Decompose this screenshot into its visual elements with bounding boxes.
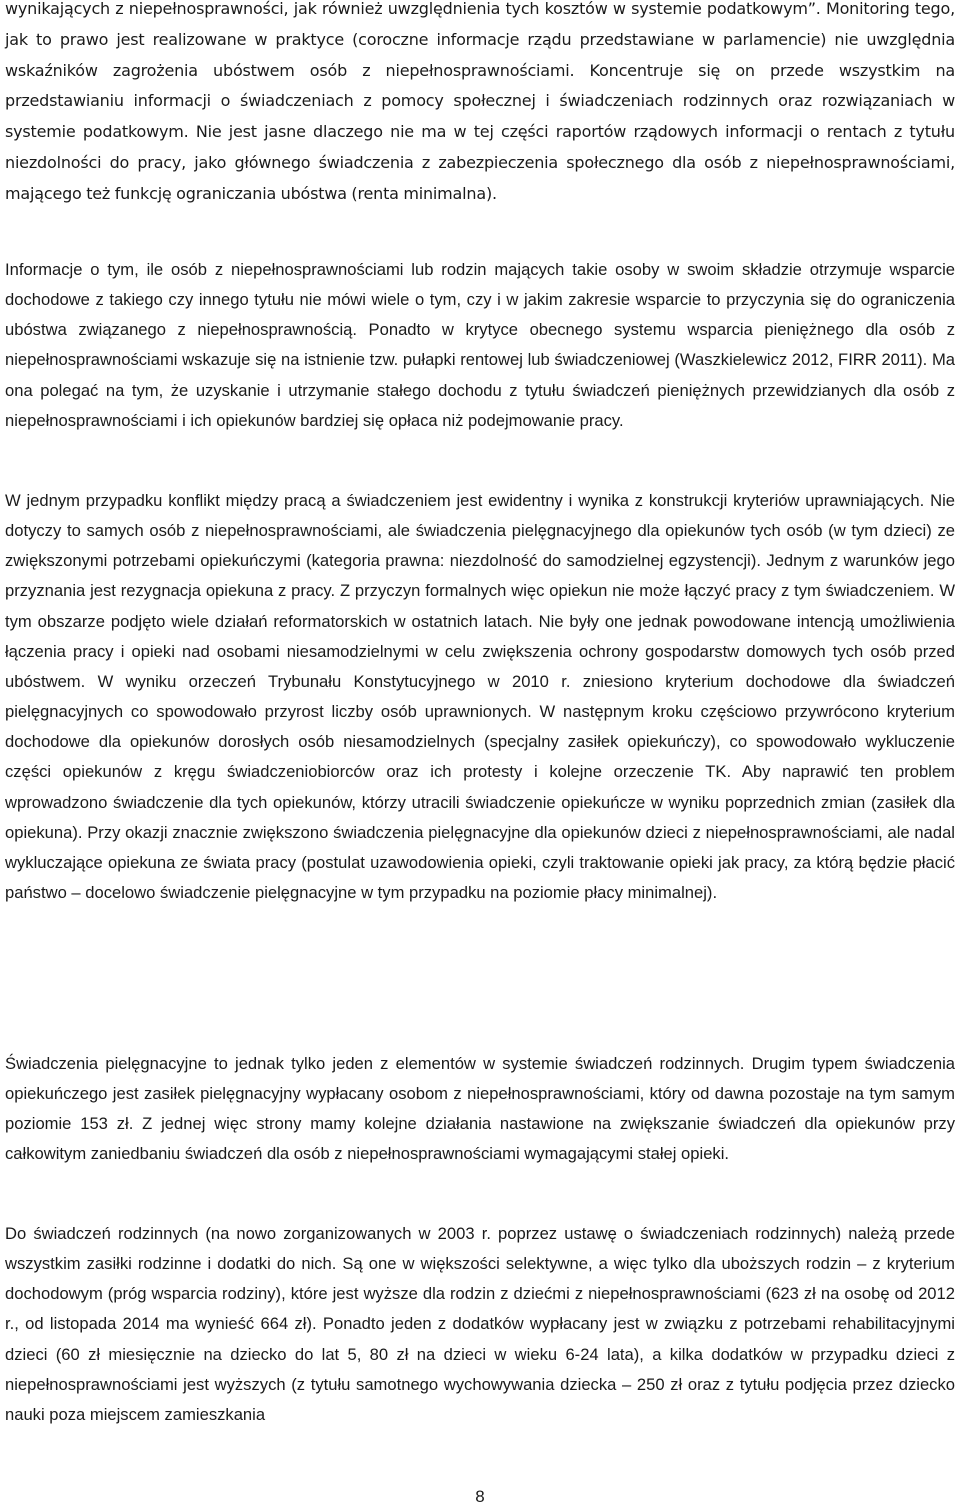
paragraph-4: Świadczenia pielęgnacyjne to jednak tylko jeden z elementów w systemie świadczeń rodzinnych. Drugim typem świadczenia opiekuńczego jest zasiłek pielęgnacyjny wypłacany osobom z niepełnosprawnościami, który od dawna pozostaje na tym samym poziomie 153 zł. Z jednej więc strony mamy kolejne działania nastawione na zwiększanie świadczeń dla opiekunów przy całkowitym zaniedbaniu świadczeń dla osób z niepełnosprawnościami wymagającymi stałej opieki. xyxy=(5,1054,955,1164)
page-number: 8 xyxy=(475,1487,485,1506)
document-page xyxy=(5,0,955,1509)
paragraph-2: Informacje o tym, ile osób z niepełnosprawnościami lub rodzin mających takie osoby w swoim składzie otrzymuje wsparcie dochodowe z takiego czy innego tytułu nie mówi wiele o tym, czy i w jakim zakresie wsparcie to przyczynia się do ograniczenia ubóstwa związanego z niepełnosprawnością. Ponadto w krytyce obecnego systemu wsparcia pieniężnego dla osób z niepełnosprawnościami wskazuje się na istnienie tzw. pułapki rentowej lub świadczeniowej (Waszkielewicz 2012, FIRR 2011). Ma ona polegać na tym, że uzyskanie i utrzymanie stałego dochodu z tytułu świadczeń pieniężnych przewidzianych dla osób z niepełnosprawnościami i ich opiekunów bardziej się opłaca niż podejmowanie pracy. xyxy=(5,260,955,430)
paragraph-5: Do świadczeń rodzinnych (na nowo zorganizowanych w 2003 r. poprzez ustawę o świadczeniach rodzinnych) należą przede wszystkim zasiłki rodzinne i dodatki do nich. Są one w większości selektywne, a więc tylko dla uboższych rodzin – z kryterium dochodowym (próg wsparcia rodziny), które jest wyższe dla rodzin z dziećmi z niepełnosprawnościami (623 zł na osobę od 2012 r., od listopada 2014 ma wynieść 664 zł). Ponadto jeden z dodatków wypłacany jest w związku z potrzebami rehabilitacyjnymi dzieci (60 zł miesięcznie na dziecko do lat 5, 80 zł na dzieci w wieku 6-24 lata), a kilka dodatków w przypadku dzieci z niepełnosprawnościami jest wyższych (z tytułu samotnego wychowywania dziecka – 250 zł oraz z tytułu podjęcia przez dziecko nauki poza miejscem zamieszkania xyxy=(5,1224,955,1424)
paragraph-1: wynikających z niepełnosprawności, jak również uwzględnienia tych kosztów w systemie podatkowym”. Monitoring tego, jak to prawo jest realizowane w praktyce (coroczne informacje rządu przedstawiane w parlamencie) nie uwzględnia wskaźników zagrożenia ubóstwem osób z niepełnosprawnościami. Koncentruje się on przede wszystkim na przedstawianiu informacji o świadczeniach z pomocy społecznej i świadczeniach rodzinnych oraz rozwiązaniach w systemie podatkowym. Nie jest jasne dlaczego nie ma w tej części raportów rządowych informacji o rentach z tytułu niezdolności do pracy, jako głównego świadczenia z zabezpieczenia społecznego dla osób z niepełnosprawnościami, mającego też funkcję ograniczania ubóstwa (renta minimalna). xyxy=(5,0,955,203)
paragraph-3: W jednym przypadku konflikt między pracą a świadczeniem jest ewidentny i wynika z konstrukcji kryteriów uprawniających. Nie dotyczy to samych osób z niepełnosprawnościami, ale świadczenia pielęgnacyjnego dla opiekunów tych osób (w tym dzieci) ze zwiększonymi potrzebami opiekuńczymi (kategoria prawna: niezdolność do samodzielnej egzystencji). Jednym z warunków jego przyznania jest rezygnacja opiekuna z pracy. Z przyczyn formalnych więc opiekun nie może łączyć pracy z tym świadczeniem. W tym obszarze podjęto wiele działań reformatorskich w ostatnich latach. Nie były one jednak powodowane intencją umożliwienia łączenia pracy i opieki nad osobami niesamodzielnymi w celu zwiększenia ochrony gospodarstw domowych tych osób przed ubóstwem. W wyniku orzeczeń Trybunału Konstytucyjnego w 2010 r. zniesiono kryterium dochodowe dla świadczeń pielęgnacyjnych co spowodowało przyrost liczby osób uprawnionych. W następnym kroku częściowo przywrócono kryterium dochodowe dla opiekunów dorosłych osób niesamodzielnych (specjalny zasiłek opiekuńczy), co spowodowało wykluczenie części opiekunów z kręgu świadczeniobiorców oraz ich protesty i kolejne orzeczenie TK. Aby naprawić ten problem wprowadzono świadczenie dla tych opiekunów, którzy utracili świadczenie opiekuńcze w wyniku poprzednich zmian (zasiłek dla opiekuna). Przy okazji znacznie zwiększono świadczenia pielęgnacyjne dla opiekunów dzieci z niepełnosprawnościami, ale nadal wykluczające opiekuna ze świata pracy (postulat uzawodowienia opieki, czyli traktowanie opieki jak pracy, za którą będzie płacić państwo – docelowo świadczenie pielęgnacyjne w tym przypadku na poziomie płacy minimalnej). xyxy=(5,491,955,903)
